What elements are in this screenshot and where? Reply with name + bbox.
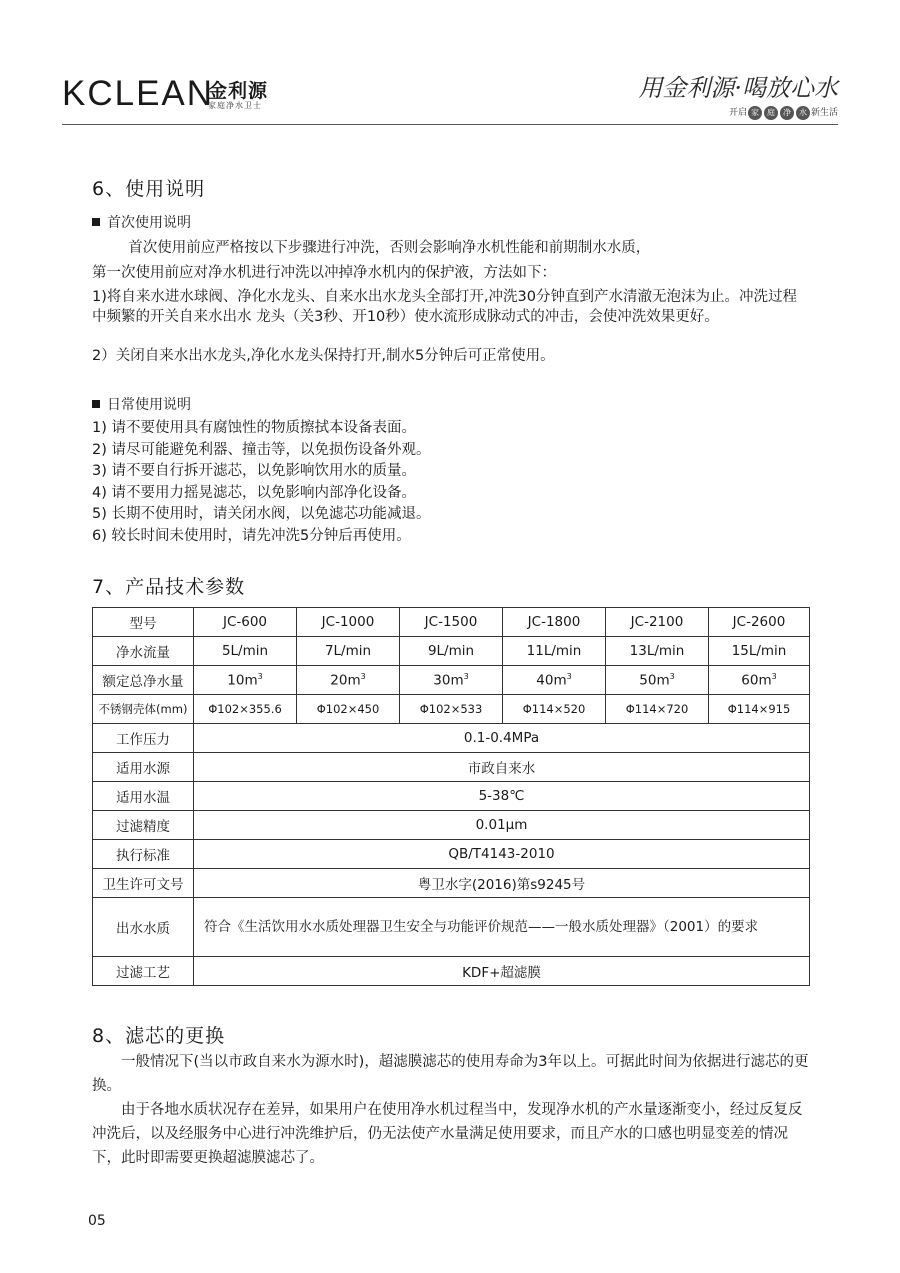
list-item: 3) 请不要自行拆开滤芯，以免影响饮用水的质量。: [92, 463, 416, 480]
slogan-dot: 庭: [764, 106, 778, 120]
volume-value: 60m: [741, 672, 772, 689]
daily-use-heading: [92, 394, 191, 414]
table-cell: 市政自来水: [194, 753, 810, 782]
slogan-dot: 净: [780, 106, 794, 120]
section-7-title: 7、产品技术参数: [92, 576, 246, 598]
table-cell: JC-600: [194, 608, 297, 637]
volume-value: 30m: [433, 672, 464, 689]
volume-value: 40m: [536, 672, 567, 689]
volume-unit-sup: 3: [771, 671, 777, 681]
table-cell-label: 出水水质: [93, 898, 194, 957]
table-row: [93, 869, 810, 898]
slogan-dot: 水: [796, 106, 810, 120]
table-cell: [297, 666, 400, 695]
table-cell: 13L/min: [606, 637, 709, 666]
table-cell-label: 额定总净水量: [93, 666, 194, 695]
table-cell: QB/T4143-2010: [194, 840, 810, 869]
table-row: [93, 753, 810, 782]
table-cell: 15L/min: [709, 637, 810, 666]
table-row: [93, 898, 810, 957]
list-item: 2) 请尽可能避免利器、撞击等，以免损伤设备外观。: [92, 441, 431, 458]
slogan-sub: [638, 105, 838, 120]
brand-tagline: 家庭净水卫士: [208, 101, 262, 110]
volume-value: 20m: [330, 672, 361, 689]
table-cell: 0.1-0.4MPa: [194, 724, 810, 753]
list-item: 6) 较长时间未使用时，请先冲洗5分钟后再使用。: [92, 527, 411, 544]
volume-value: 50m: [639, 672, 670, 689]
square-bullet-icon: [92, 218, 100, 226]
slogan-dot: 家: [748, 106, 762, 120]
volume-value: 10m: [227, 672, 258, 689]
first-use-step-2: 2）关闭自来水出水龙头,净化水龙头保持打开,制水5分钟后可正常使用。: [92, 348, 555, 364]
page-number: 05: [88, 1213, 106, 1229]
table-cell: KDF+超滤膜: [194, 957, 810, 986]
list-item: 4) 请不要用力摇晃滤芯，以免影响内部净化设备。: [92, 484, 416, 501]
table-row: [93, 782, 810, 811]
table-row: [93, 724, 810, 753]
table-cell: JC-1000: [297, 608, 400, 637]
table-cell: Φ102×533: [400, 695, 503, 724]
slogan-sub-start: 开启: [728, 108, 747, 118]
first-use-para-2: 第一次使用前应对净水机进行冲洗以冲掉净水机内的保护液，方法如下：: [92, 265, 556, 281]
filter-replace-para-1: 一般情况下(当以市政自来水为源水时)，超滤膜滤芯的使用寿命为3年以上。可据此时间为依据进行滤芯的更换。: [92, 1054, 809, 1094]
table-cell-label: 适用水温: [93, 782, 194, 811]
table-cell-label: 不锈钢壳体(mm): [93, 695, 194, 724]
table-cell-label: 适用水源: [93, 753, 194, 782]
table-cell: 5L/min: [194, 637, 297, 666]
volume-unit-sup: 3: [360, 671, 366, 681]
table-cell: JC-1800: [503, 608, 606, 637]
table-cell-label: 执行标准: [93, 840, 194, 869]
table-cell: [606, 666, 709, 695]
filter-replace-para-2: 由于各地水质状况存在差异，如果用户在使用净水机过程当中，发现净水机的产水量逐渐变小，经过反复反冲洗后，以及经服务中心进行冲洗维护后，仍无法使产水量满足使用要求，而且产水的口感也明显变差的情况下，此时即需要更换超滤膜滤芯了。: [92, 1102, 803, 1166]
table-cell: [503, 666, 606, 695]
table-cell: 5-38℃: [194, 782, 810, 811]
first-use-title: 首次使用说明: [107, 215, 191, 231]
list-item: 1) 请不要使用具有腐蚀性的物质擦拭本设备表面。: [92, 420, 416, 436]
table-cell: [709, 666, 810, 695]
table-cell: [400, 666, 503, 695]
table-cell: JC-2600: [709, 608, 810, 637]
spec-table: [92, 607, 810, 986]
table-cell-label: 净水流量: [93, 637, 194, 666]
table-cell: 7L/min: [297, 637, 400, 666]
brand-logo-cn: 金利源: [208, 80, 269, 102]
daily-use-list: [92, 418, 812, 548]
table-cell: Φ114×520: [503, 695, 606, 724]
table-cell: JC-2100: [606, 608, 709, 637]
slogan-sub-end: 新生活: [810, 108, 838, 118]
table-cell-label: 型号: [93, 608, 194, 637]
table-cell: Φ102×355.6: [194, 695, 297, 724]
table-cell-label: 卫生许可文号: [93, 869, 194, 898]
table-row: [93, 840, 810, 869]
table-cell: 0.01μm: [194, 811, 810, 840]
volume-unit-sup: 3: [669, 671, 675, 681]
brand-logo-en: KCLEAN: [62, 74, 215, 113]
table-cell: Φ114×915: [709, 695, 810, 724]
table-row: [93, 811, 810, 840]
table-cell: [194, 666, 297, 695]
slogan: [638, 68, 838, 120]
volume-unit-sup: 3: [566, 671, 572, 681]
table-row: [93, 666, 810, 695]
table-cell-label: 工作压力: [93, 724, 194, 753]
table-row: [93, 695, 810, 724]
table-cell: JC-1500: [400, 608, 503, 637]
section-6-title: 6、使用说明: [92, 178, 206, 200]
volume-unit-sup: 3: [463, 671, 469, 681]
table-row: [93, 637, 810, 666]
first-use-para-1: 首次使用前应严格按以下步骤进行冲洗，否则会影响净水机性能和前期制水水质，: [128, 240, 651, 256]
page-header: [62, 62, 838, 124]
table-cell-label: 过滤工艺: [93, 957, 194, 986]
list-item: 5) 长期不使用时，请关闭水阀，以免滤芯功能减退。: [92, 506, 431, 523]
slogan-main: 用金利源·喝放心水: [638, 74, 838, 102]
header-divider: [62, 124, 838, 125]
section-8-title: 8、滤芯的更换: [92, 1025, 226, 1047]
square-bullet-icon: [92, 400, 100, 408]
table-row: [93, 957, 810, 986]
table-row: [93, 608, 810, 637]
table-cell: 9L/min: [400, 637, 503, 666]
table-cell: 符合《生活饮用水水质处理器卫生安全与功能评价规范——一般水质处理器》（2001）的要求: [194, 898, 810, 957]
volume-unit-sup: 3: [257, 671, 263, 681]
first-use-heading: [92, 212, 191, 232]
daily-use-title: 日常使用说明: [107, 397, 191, 413]
first-use-step-1: 1)将自来水进水球阀、净化水龙头、自来水出水龙头全部打开,冲洗30分钟直到产水清澈无泡沫为止。冲洗过程中频繁的开关自来水出水 龙头（关3秒、开10秒）使水流形成脉动式的冲击，会使冲洗效果更好。: [92, 289, 797, 325]
table-cell-label: 过滤精度: [93, 811, 194, 840]
table-cell: Φ114×720: [606, 695, 709, 724]
table-cell: 11L/min: [503, 637, 606, 666]
table-cell: 粤卫水字(2016)第s9245号: [194, 869, 810, 898]
table-cell: Φ102×450: [297, 695, 400, 724]
